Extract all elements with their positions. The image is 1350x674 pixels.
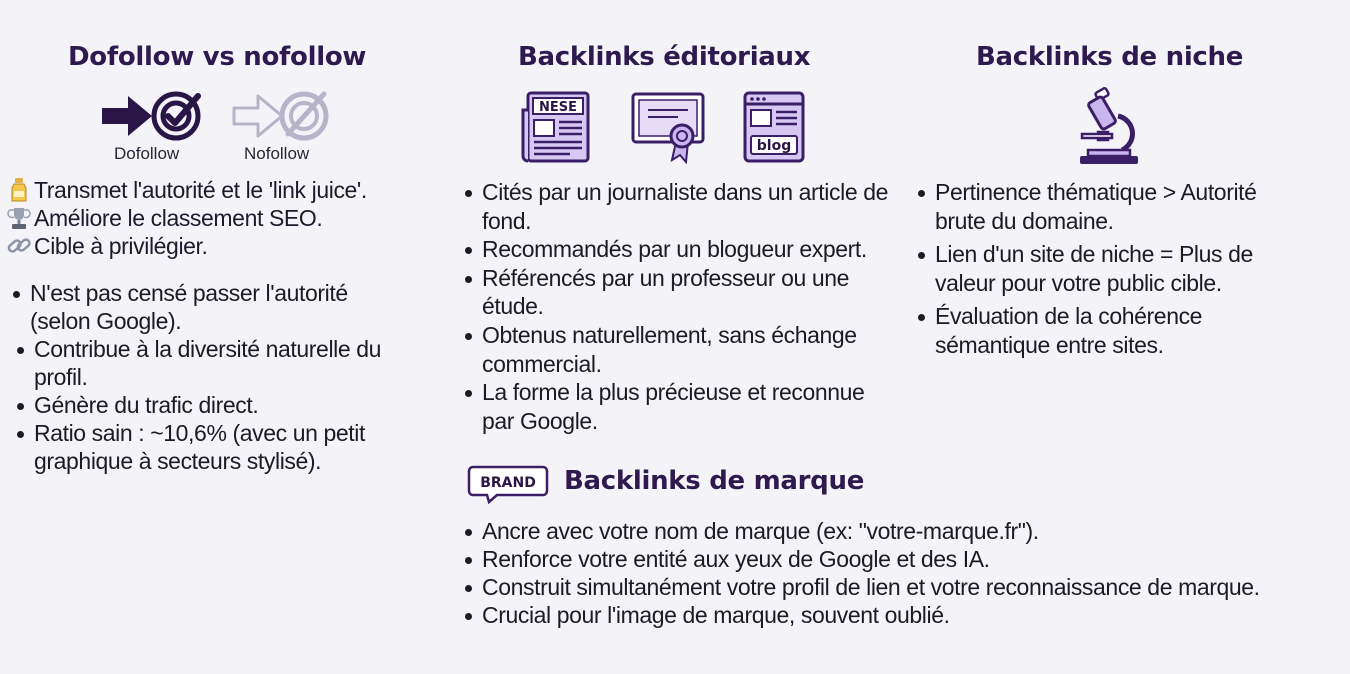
brand-title: Backlinks de marque bbox=[564, 466, 865, 496]
list-item: La forme la plus précieuse et reconnue par Google. bbox=[462, 378, 892, 435]
certificate-icon bbox=[630, 90, 706, 164]
brand-points-list bbox=[462, 517, 1322, 629]
nofollow-points-list bbox=[10, 279, 410, 475]
nofollow-icon-label: Nofollow bbox=[244, 144, 310, 163]
dofollow-pros-list bbox=[6, 176, 367, 260]
list-item: Génère du trafic direct. bbox=[14, 391, 410, 419]
list-item: Pertinence thématique > Autorité brute du domaine. bbox=[915, 178, 1295, 235]
list-item: Lien d'un site de niche = Plus de valeur pour votre public cible. bbox=[915, 240, 1295, 297]
editorial-title: Backlinks éditoriaux bbox=[518, 42, 811, 72]
list-item: Évaluation de la cohérence sémantique entre sites. bbox=[915, 302, 1295, 359]
niche-points-list bbox=[915, 178, 1295, 360]
dofollow-icon-label: Dofollow bbox=[114, 144, 180, 163]
list-item: Transmet l'autorité et le 'link juice'. bbox=[6, 176, 367, 204]
list-item: Cités par un journaliste dans un article de fond. bbox=[462, 178, 892, 235]
brand-tag-icon bbox=[467, 464, 549, 504]
dofollow-title: Dofollow vs nofollow bbox=[68, 42, 367, 72]
list-item: Recommandés par un blogueur expert. bbox=[462, 235, 892, 264]
list-item: Référencés par un professeur ou une étude. bbox=[462, 264, 892, 321]
brand-badge-label: BRAND bbox=[480, 475, 536, 491]
list-item: Ratio sain : ~10,6% (avec un petit graphique à secteurs stylisé). bbox=[14, 419, 410, 475]
blog-label: blog bbox=[756, 138, 792, 154]
blog-browser-icon bbox=[742, 90, 806, 164]
newspaper-label: NESE bbox=[538, 100, 578, 115]
list-item: Améliore le classement SEO. bbox=[6, 204, 367, 232]
list-item: Construit simultanément votre profil de lien et votre reconnaissance de marque. bbox=[462, 573, 1322, 601]
list-item: Cible à privilégier. bbox=[6, 232, 367, 260]
list-item: Renforce votre entité aux yeux de Google et des IA. bbox=[462, 545, 1322, 573]
microscope-icon bbox=[1078, 86, 1142, 166]
link-icon bbox=[6, 233, 32, 259]
list-item: Obtenus naturellement, sans échange commercial. bbox=[462, 321, 892, 378]
list-item: Ancre avec votre nom de marque (ex: "votre-marque.fr"). bbox=[462, 517, 1322, 545]
list-item: Crucial pour l'image de marque, souvent oublié. bbox=[462, 601, 1322, 629]
nofollow-arrow-target-icon bbox=[232, 88, 332, 144]
editorial-points-list bbox=[462, 178, 892, 435]
newspaper-icon bbox=[520, 90, 592, 164]
list-item: Contribue à la diversité naturelle du profil. bbox=[14, 335, 410, 391]
trophy-icon bbox=[6, 205, 32, 231]
list-item: N'est pas censé passer l'autorité (selon Google). bbox=[10, 279, 410, 335]
dofollow-arrow-target-icon bbox=[100, 88, 206, 144]
niche-title: Backlinks de niche bbox=[976, 42, 1244, 72]
bottle-icon bbox=[6, 177, 32, 203]
